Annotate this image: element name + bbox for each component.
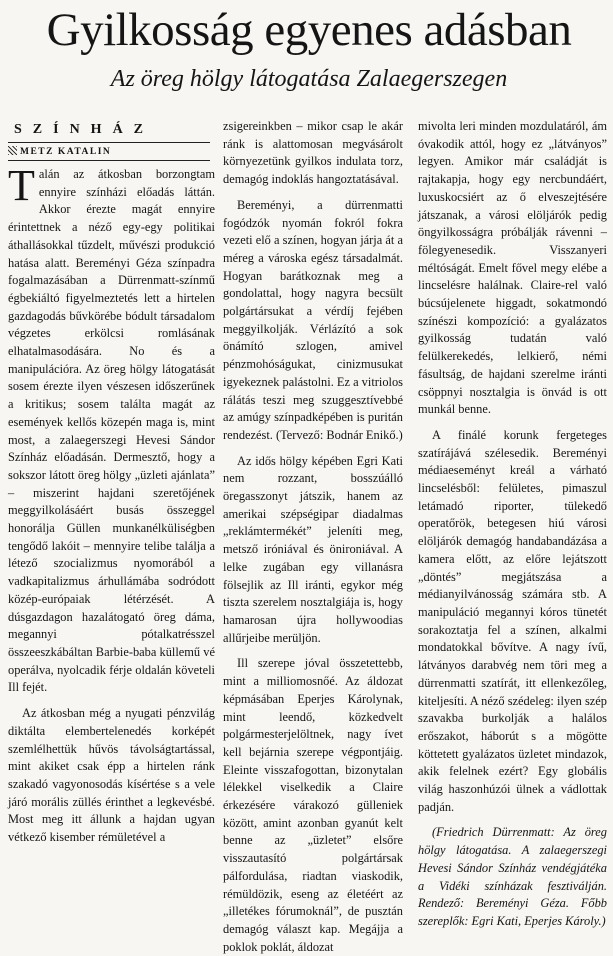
paragraph: Bereményi, a dürrenmatti fogódzók nyomán fokról fokra vezeti elő a színen, hogyan járja át a méreg a városka egész társadalmát. Hogyan barátkoznak meg a gondolattal, hogy nagyra becsült polgártársukat a vérdíj fejében meggyilkolják. Vérlázító a sok önámító szlogen, amivel pénzmohóságukat, cinizmusukat igyekeznek palástolni. Ez a vitriolos rálátás teszi meg szuggesztívebbé az amúgy színpadképében is puritán rendezést. (Tervező: Bodnár Enikő.) (223, 197, 403, 442)
paragraph: zsigereinkben – mikor csap le akár ránk is alattomosan megvásárolt környezetünk gyilkos indulata torz, demagóg indoklás hangoztatásával. (223, 119, 403, 187)
paragraph: Az idős hölgy képében Egri Kati nem rozzant, bosszúálló öregasszonyt játszik, hanem az amerikai szépségipar diadalmas „reklámtermékét” jeleníti meg, metsző iróniával és önironiával. A lelke zugában egy villanásra fölsejlik az Ill iránti, egykor még tiszta szerelem nosztalgiája is, hogy hamarosan újra hollywoodias allűrjeibe merüljön. (223, 453, 403, 645)
paragraph: A finálé korunk fergeteges szatírájává szélesedik. Bereményi médiaeseményt kreál a várható lincselésből: felületes, pimaszul letámadó riporter, tülekedő operatőrök, betegesen hiú városi elöljárók demagóg handabandázása a kamera előtt, az előre lejátszott „döntés” megjátszása a médianyilvánosság számára stb. A manipuláció megannyi kóros tünetét sorakoztatja fel a színen, alkalmi mondatokkal bővítve. A nagy ívű, látványos darabvég nem töri meg a dürrenmatti szatírát, itt ellenkezőleg, kiteljesíti. A néző szédeleg: ilyen szép szavakba burkolják a halálos erőszakot, háborút s a mögötte köttetett gyalázatos üzletet mindazok, akik felelnek ezért? Egy globális világ haszonhúzói ülnek a vádlottak padján. (418, 427, 607, 814)
drop-cap: T (8, 161, 35, 210)
rubric-rule (8, 142, 210, 143)
column-1 (8, 161, 215, 896)
author-name: METZ KATALIN (20, 147, 112, 157)
byline-rule (8, 160, 210, 161)
column-2 (223, 118, 403, 954)
paragraph: Az átkosban még a nyugati pénzvilág diktálta elembertelenedés korképét szemlélhettük hűvös távolságtartással, mint akiket csak épp a hirtelen ránk szakadó vagyonosodás kísértése s a vele járó morális züllés érinthet a legkevésbé. Most meg itt állunk a hajdan ugyan vétkező kisember rémületével a (8, 706, 215, 845)
subheadline: Az öreg hölgy látogatása Zalaegerszegen (110, 66, 508, 92)
paragraph: mivolta leri minden mozdulatáról, ám óvakodik attól, hogy ez „látványos” legyen. Amikor már családját is rajtakapja, hogy egy nercbundáért, luxuskocsiért az ő elveszejtésére játszanak, a városi elöljárók pedig öngyilkosságra próbálják rávenni – fölegyenesedik. Visszanyeri méltóságát. Emelt fővel megy elébe a lincselésre halálnak. Claire-rel való búcsújelenete higgadt, sokatmondó színészi kompozíció: a gyalázatos gyilkosság tudatán való felülkerekedés, lelkierő, némi fásultság, de hajdani szerelme iránti csöppnyi nosztalgia is önvád is ott munkál benne. (418, 119, 607, 417)
section-rubric: SZÍNHÁZ (14, 122, 155, 137)
paragraph: Ill szerepe jóval összetettebb, mint a milliomosnőé. Az áldozat képmásában Eperjes Károlynak, mint leendő, közkedvelt polgármesterjelöltnek, nagy ívet kell bejárnia szerepe végpontjáig. Eleinte visszafogottan, bizonytalan lélekkel viselkedik a Claire érkezésére várakozó gülleniek között, amint azonban gyanút kelt benne az „üzletet” elsőre visszautasító polgártársak pálfordulása, riadtan viaskodik, rémüldözik, eseng az életéért az „illetékes fórumoknál”, de pusztán demagóg választ kap. Megájja a poklok poklát, áldozat (223, 656, 403, 954)
paragraph-text: alán az átkosban borzongtam ennyire színházi előadás láttán. Akkor érezte magát ennyire érintettnek a néző egy-egy politikai áthallásokkal tűzdelt, művészi produkció hatása alatt. Bereményi Géza színpadra fogalmazásában a Dürrenmatt-színmű égbekiáltó figyelmeztetés lett a hirtelen gazdagodás bűvkörébe bódult társadalom végzetes erkölcsi romlásának elhatalmasodására. No és a manipulációra. Az öreg hölgy látogatását sosem érezte ilyen vészesen időszerűnek a kritikus; sosem találta magát az események kellős közepén maga is, mint most, a zalaegerszegi Hevesi Sándor Színház előadásán. Dermesztő, hogy a sokszor látott öreg hölgy „üzleti ajánlata” – miszerint hajdani szeretőjének meggyilkolásáért busás összeggel honorálja Güllen munkanélküliségben tengődő lakóit – mennyire telibe találja a létező szocializmus nyomorából a vadkapitalizmus árhullámába sodródott közép-európaiak létérzését. A dúsgazdagon hazalátogató öreg dáma, megannyi pótalkatrésszel összeeszkábáltan Barbie-baba küllemű vé operálva, nyolcadik férje oldalán követeli Ill fejét. (8, 167, 215, 695)
headline: Gyilkosság egyenes adásban (46, 4, 572, 56)
production-credits: (Friedrich Dürrenmatt: Az öreg hölgy látogatása. A zalaegerszegi Hevesi Sándor Színház vendégjátéka a Vidéki színházak fesztiválján. Rendező: Bereményi Géza. Főbb szereplők: Egri Kati, Eperjes Károly.) (418, 825, 607, 928)
byline (8, 146, 210, 157)
byline-marker-icon (8, 146, 17, 155)
paragraph (8, 161, 215, 697)
column-3 (418, 118, 607, 928)
